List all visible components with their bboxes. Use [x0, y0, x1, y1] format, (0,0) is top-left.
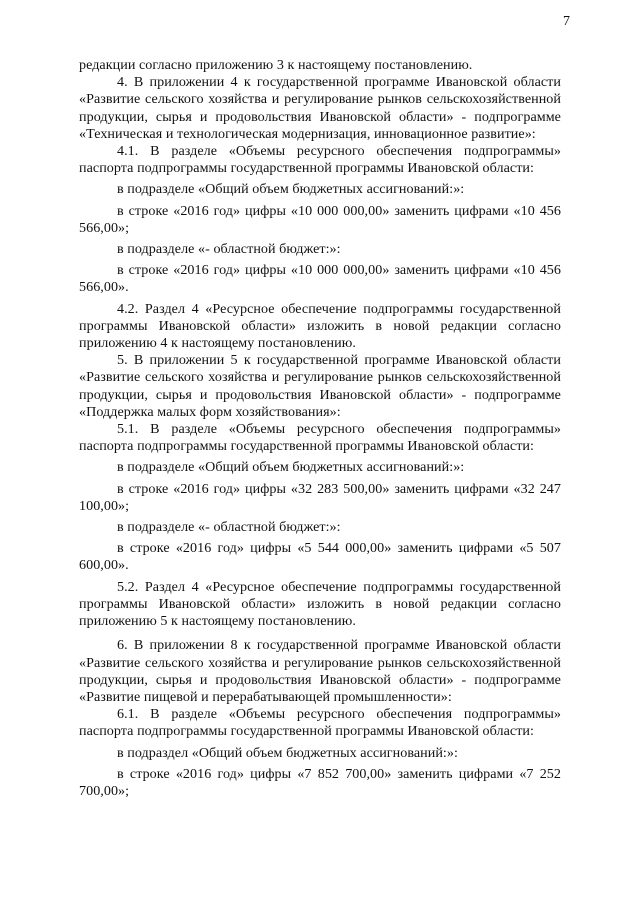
- paragraph: в строке «2016 год» цифры «10 000 000,00» заменить цифрами «10 456 566,00»;: [79, 202, 561, 236]
- page-number: 7: [563, 14, 570, 29]
- paragraph: в строке «2016 год» цифры «10 000 000,00» заменить цифрами «10 456 566,00».: [79, 262, 561, 296]
- paragraph: 6.1. В разделе «Объемы ресурсного обеспечения подпрограммы» паспорта подпрограммы государственной программы Ивановской области:: [79, 706, 561, 740]
- paragraph: в подразделе «- областной бюджет:»:: [117, 519, 341, 536]
- paragraph: 4.1. В разделе «Объемы ресурсного обеспечения подпрограммы» паспорта подпрограммы государственной программы Ивановской области:: [79, 143, 561, 177]
- paragraph: в подразделе «- областной бюджет:»:: [117, 241, 341, 258]
- paragraph: в строке «2016 год» цифры «7 852 700,00» заменить цифрами «7 252 700,00»;: [79, 765, 561, 799]
- paragraph: в строке «2016 год» цифры «5 544 000,00» заменить цифрами «5 507 600,00».: [79, 540, 561, 574]
- paragraph: 5.1. В разделе «Объемы ресурсного обеспечения подпрограммы» паспорта подпрограммы государственной программы Ивановской области:: [79, 421, 561, 455]
- paragraph: в подразделе «Общий объем бюджетных ассигнований:»:: [117, 181, 465, 198]
- document-body: [79, 57, 561, 800]
- paragraph: в подраздел «Общий объем бюджетных ассигнований:»:: [117, 744, 458, 761]
- paragraph: 5. В приложении 5 к государственной программе Ивановской области «Развитие сельского хозяйства и регулирование рынков сельскохозяйственной продукции, сырья и продовольствия Ивановской области» - подпрограмме «Поддержка малых форм хозяйствования»:: [79, 352, 561, 420]
- paragraph: 6. В приложении 8 к государственной программе Ивановской области «Развитие сельского хозяйства и регулирование рынков сельскохозяйственной продукции, сырья и продовольствия Ивановской области» - подпрограмме «Развитие пищевой и перерабатывающей промышленности»:: [79, 637, 561, 705]
- paragraph: 4.2. Раздел 4 «Ресурсное обеспечение подпрограммы государственной программы Ивановской области» изложить в новой редакции согласно приложению 4 к настоящему постановлению.: [79, 300, 561, 352]
- paragraph: в подразделе «Общий объем бюджетных ассигнований:»:: [117, 459, 465, 476]
- paragraph: в строке «2016 год» цифры «32 283 500,00» заменить цифрами «32 247 100,00»;: [79, 480, 561, 514]
- paragraph: редакции согласно приложению 3 к настоящему постановлению.: [79, 57, 473, 73]
- paragraph: 4. В приложении 4 к государственной программе Ивановской области «Развитие сельского хозяйства и регулирование рынков сельскохозяйственной продукции, сырья и продовольствия Ивановской области» - подпрограмме «Техническая и технологическая модернизация, инновационное развитие»:: [79, 74, 561, 142]
- paragraph: 5.2. Раздел 4 «Ресурсное обеспечение подпрограммы государственной программы Ивановской области» изложить в новой редакции согласно приложению 5 к настоящему постановлению.: [79, 578, 561, 630]
